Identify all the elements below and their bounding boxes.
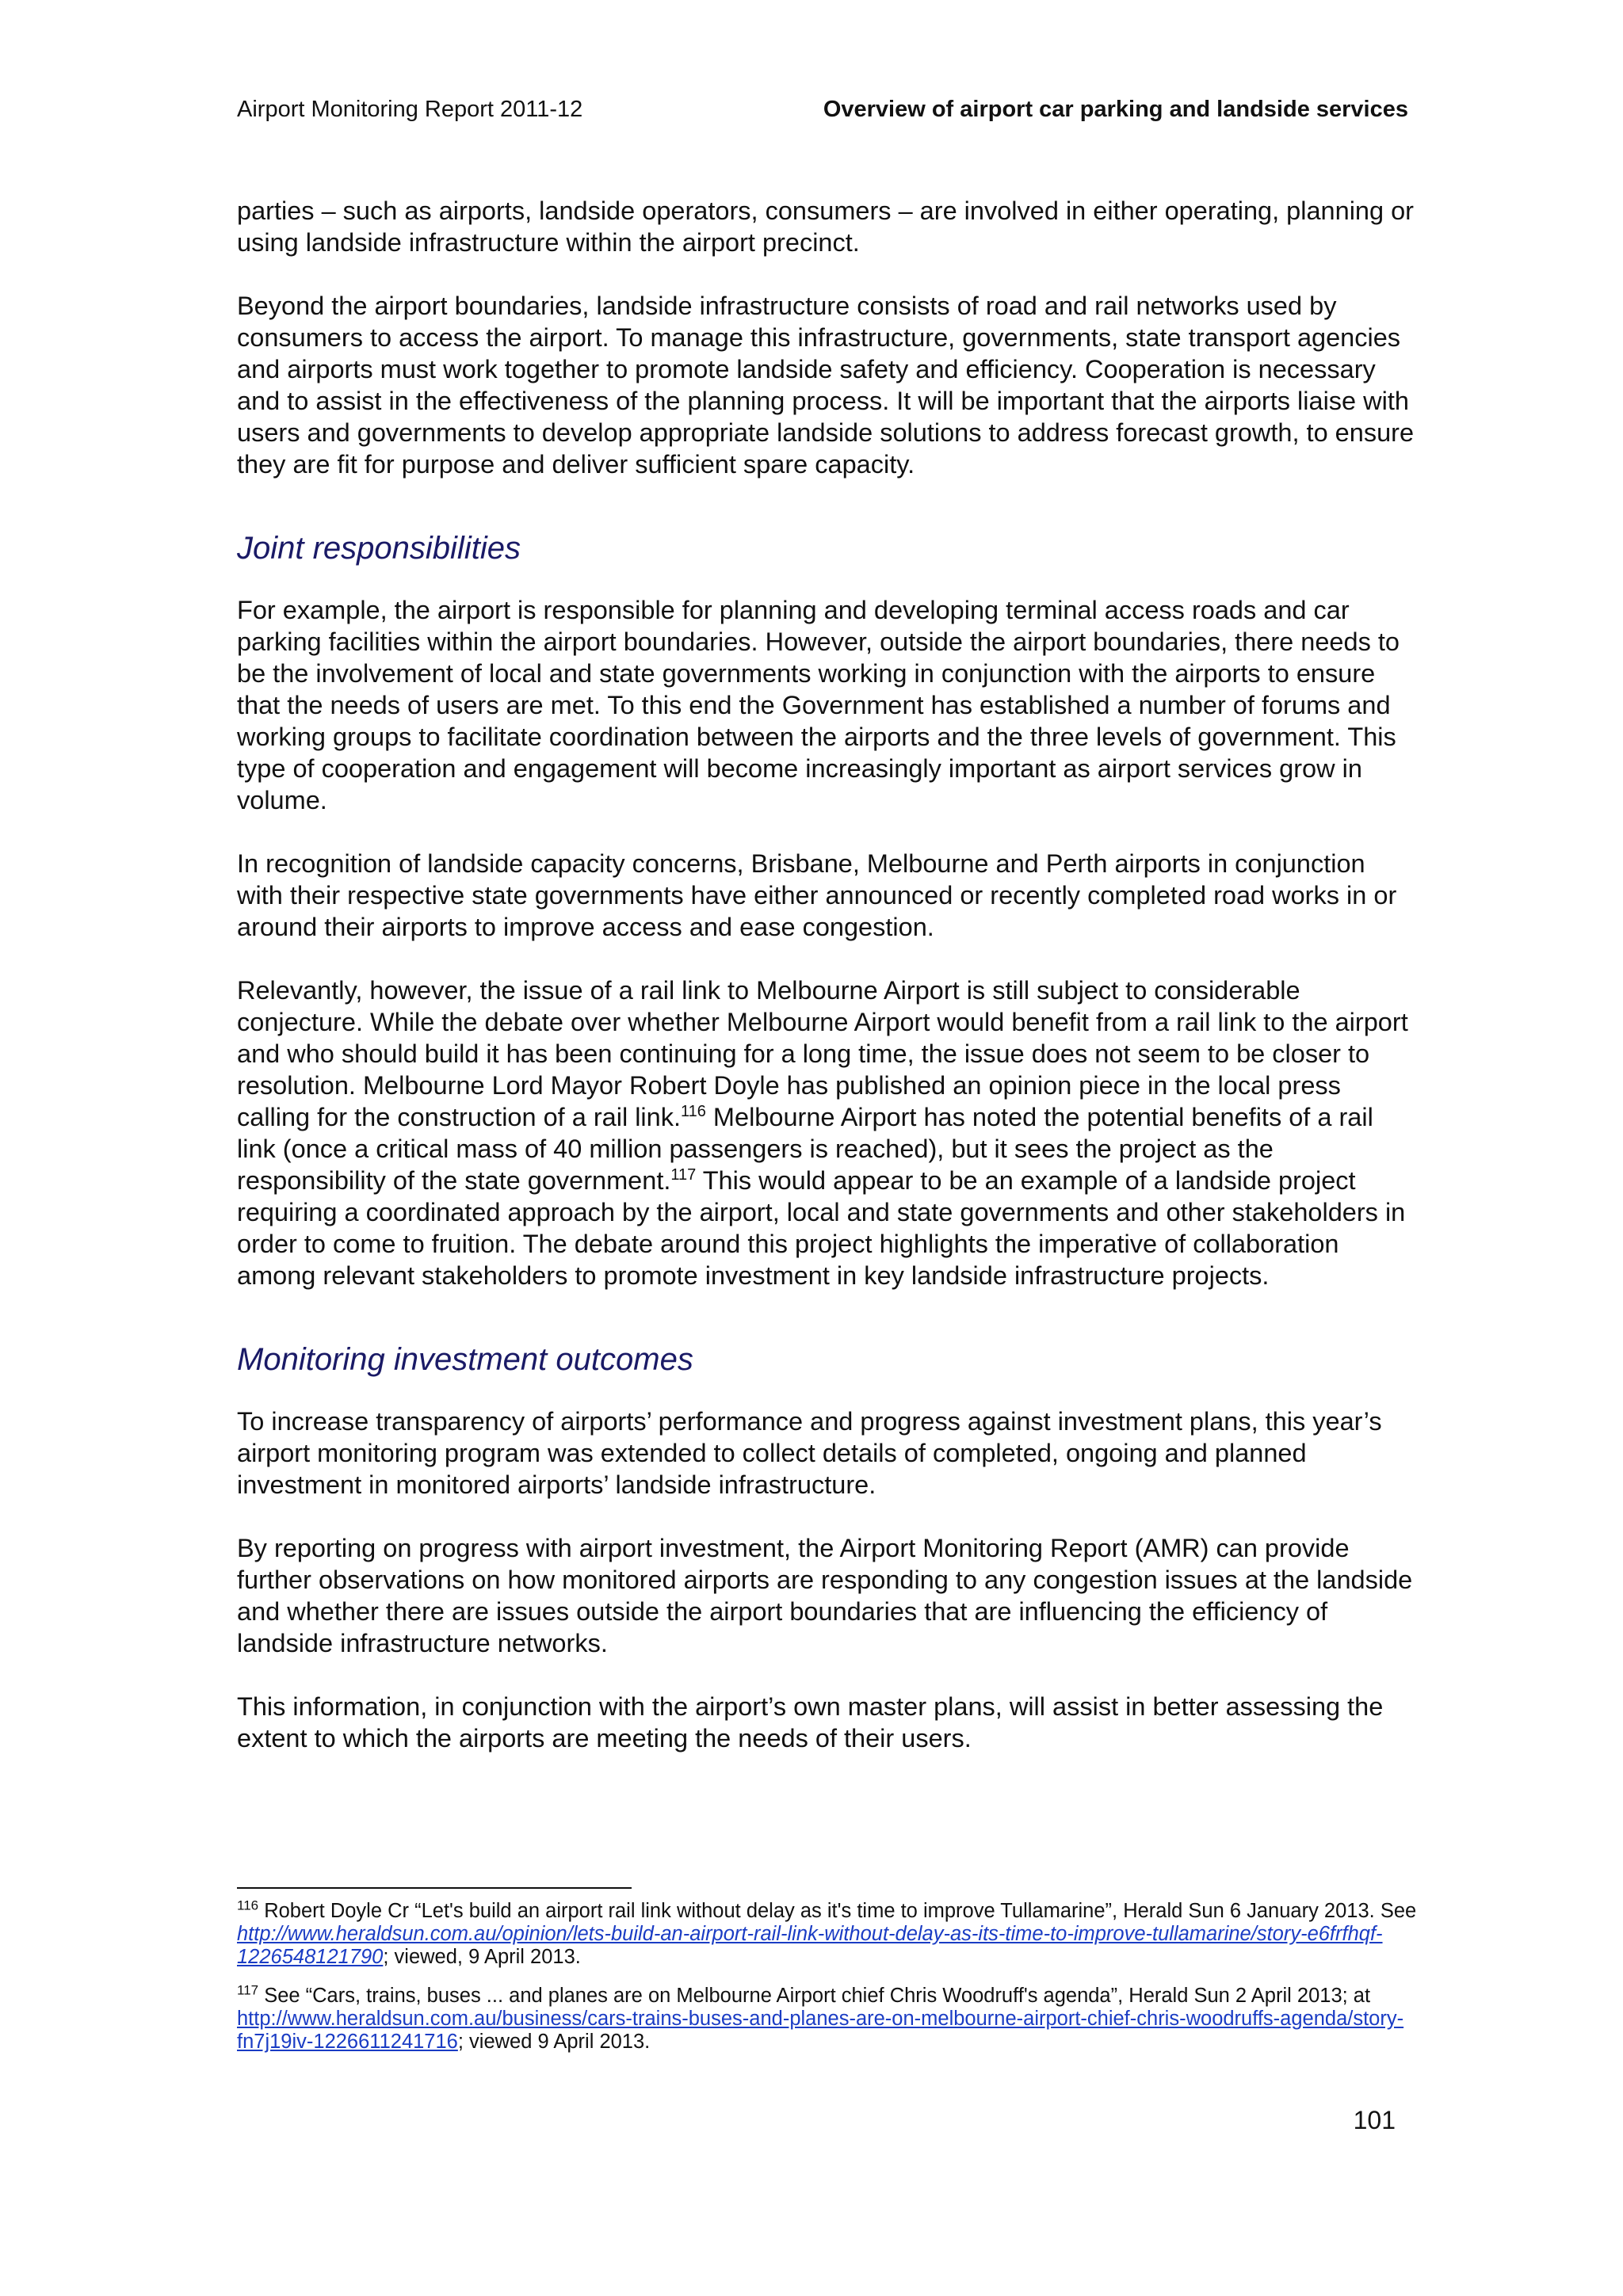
paragraph-beyond-boundaries: Beyond the airport boundaries, landside infrastructure consists of road and rail networks used by consumers to access the airport. To manage this infrastructure, governments, state transport agencies and airports must work together to promote landside safety and efficiency. Cooperation is necessary and to assist in the effectiveness of the planning process. It will be important that the airports liaise with users and governments to develop appropriate landside solutions to address forecast growth, to ensure they are fit for purpose and deliver sufficient spare capacity. [237,292,1415,479]
footnote-ref-117[interactable]: 117 [670,1166,697,1184]
footnote-text-after: ; viewed 9 April 2013. [457,2031,651,2053]
paragraph-transparency: To increase transparency of airports’ performance and progress against investment plans, this year’s airport monitoring program was extended to collect details of completed, ongoing and planned investment in monitored airports’ landside infrastructure. [237,1407,1382,1499]
footnote-separator [237,1887,632,1889]
footnote-116 [237,1897,1418,1969]
rail-link-text-3: This would appear to be an example of a landside project requiring a coordinated approach by the airport, local and state governments and other stakeholders in order to come to fruition. The debate around this project highlights the imperative of collaboration among relevant stakeholders to promote investment in key landside infrastructure projects. [237,1166,1406,1290]
heading-monitoring-investment: Monitoring investment outcomes [237,1342,693,1377]
running-header [237,93,1408,125]
footnote-link[interactable]: http://www.heraldsun.com.au/business/cars-trains-buses-and-planes-are-on-melbourne-airport-chief-chris-woodruffs-agenda/story-fn7j19iv-1226611241716 [237,2008,1404,2053]
paragraph-parties: parties – such as airports, landside operators, consumers – are involved in either operating, planning or using landside infrastructure within the airport precinct. [237,196,1415,257]
rail-link-text-2: Melbourne Airport has noted the potential benefits of a rail link (once a critical mass of 40 million passengers is reached), but it sees the project as the responsibility of the state government. [237,1103,1373,1195]
footnote-text: Robert Doyle Cr “Let's build an airport rail link without delay as it's time to improve Tullamarine”, Herald Sun 6 January 2013. See [258,1900,1417,1922]
footnote-text-after: ; viewed, 9 April 2013. [383,1946,581,1968]
page-number: 101 [1353,2106,1396,2134]
paragraph-rail-link [237,974,1418,1291]
paragraph-reporting-progress: By reporting on progress with airport investment, the Airport Monitoring Report (AMR) can provide further observations on how monitored airports are responding to any congestion issues at the landside and whether there are issues outside the airport boundaries that are influencing the efficiency of landside infrastructure networks. [237,1534,1413,1657]
body-content [237,195,1418,1786]
footnote-117 [237,1982,1418,2054]
heading-joint-responsibilities: Joint responsibilities [237,531,521,566]
footnotes [237,1897,1418,2069]
footnote-text: See “Cars, trains, buses ... and planes are on Melbourne Airport chief Chris Woodruff's agenda”, Herald Sun 2 April 2013; at [258,1985,1371,2007]
header-report-title: Airport Monitoring Report 2011-12 [237,97,583,122]
footnote-number: 116 [237,1897,259,1913]
header-section-title: Overview of airport car parking and landside services [823,97,1408,122]
footnote-number: 117 [237,1982,259,1998]
paragraph-for-example: For example, the airport is responsible for planning and developing terminal access roads and car parking facilities within the airport boundaries. However, outside the airport boundaries, there needs to be the involvement of local and state governments working in conjunction with the airports to ensure that the needs of users are met. To this end the Government has established a number of forums and working groups to facilitate coordination between the airports and the three levels of government. This type of cooperation and engagement will become increasingly important as airport services grow in volume. [237,596,1400,814]
footnote-ref-116[interactable]: 116 [681,1103,706,1121]
footnote-link[interactable]: http://www.heraldsun.com.au/opinion/lets-build-an-airport-rail-link-without-delay-as-its-time-to-improve-tullamarine/story-e6frfhqf-1226548121790 [237,1923,1383,1968]
paragraph-this-information: This information, in conjunction with the airport’s own master plans, will assist in better assessing the extent to which the airports are meeting the needs of their users. [237,1692,1384,1753]
rail-link-text-1: Relevantly, however, the issue of a rail link to Melbourne Airport is still subject to considerable conjecture. While the debate over whether Melbourne Airport would benefit from a rail link to the airport and who should build it has been continuing for a long time, the issue does not seem to be closer to resolution. Melbourne Lord Mayor Robert Doyle has published an opinion piece in the local press calling for the construction of a rail link. [237,976,1408,1131]
paragraph-landside-capacity: In recognition of landside capacity concerns, Brisbane, Melbourne and Perth airports in conjunction with their respective state governments have either announced or recently completed road works in or around their airports to improve access and ease congestion. [237,849,1397,941]
